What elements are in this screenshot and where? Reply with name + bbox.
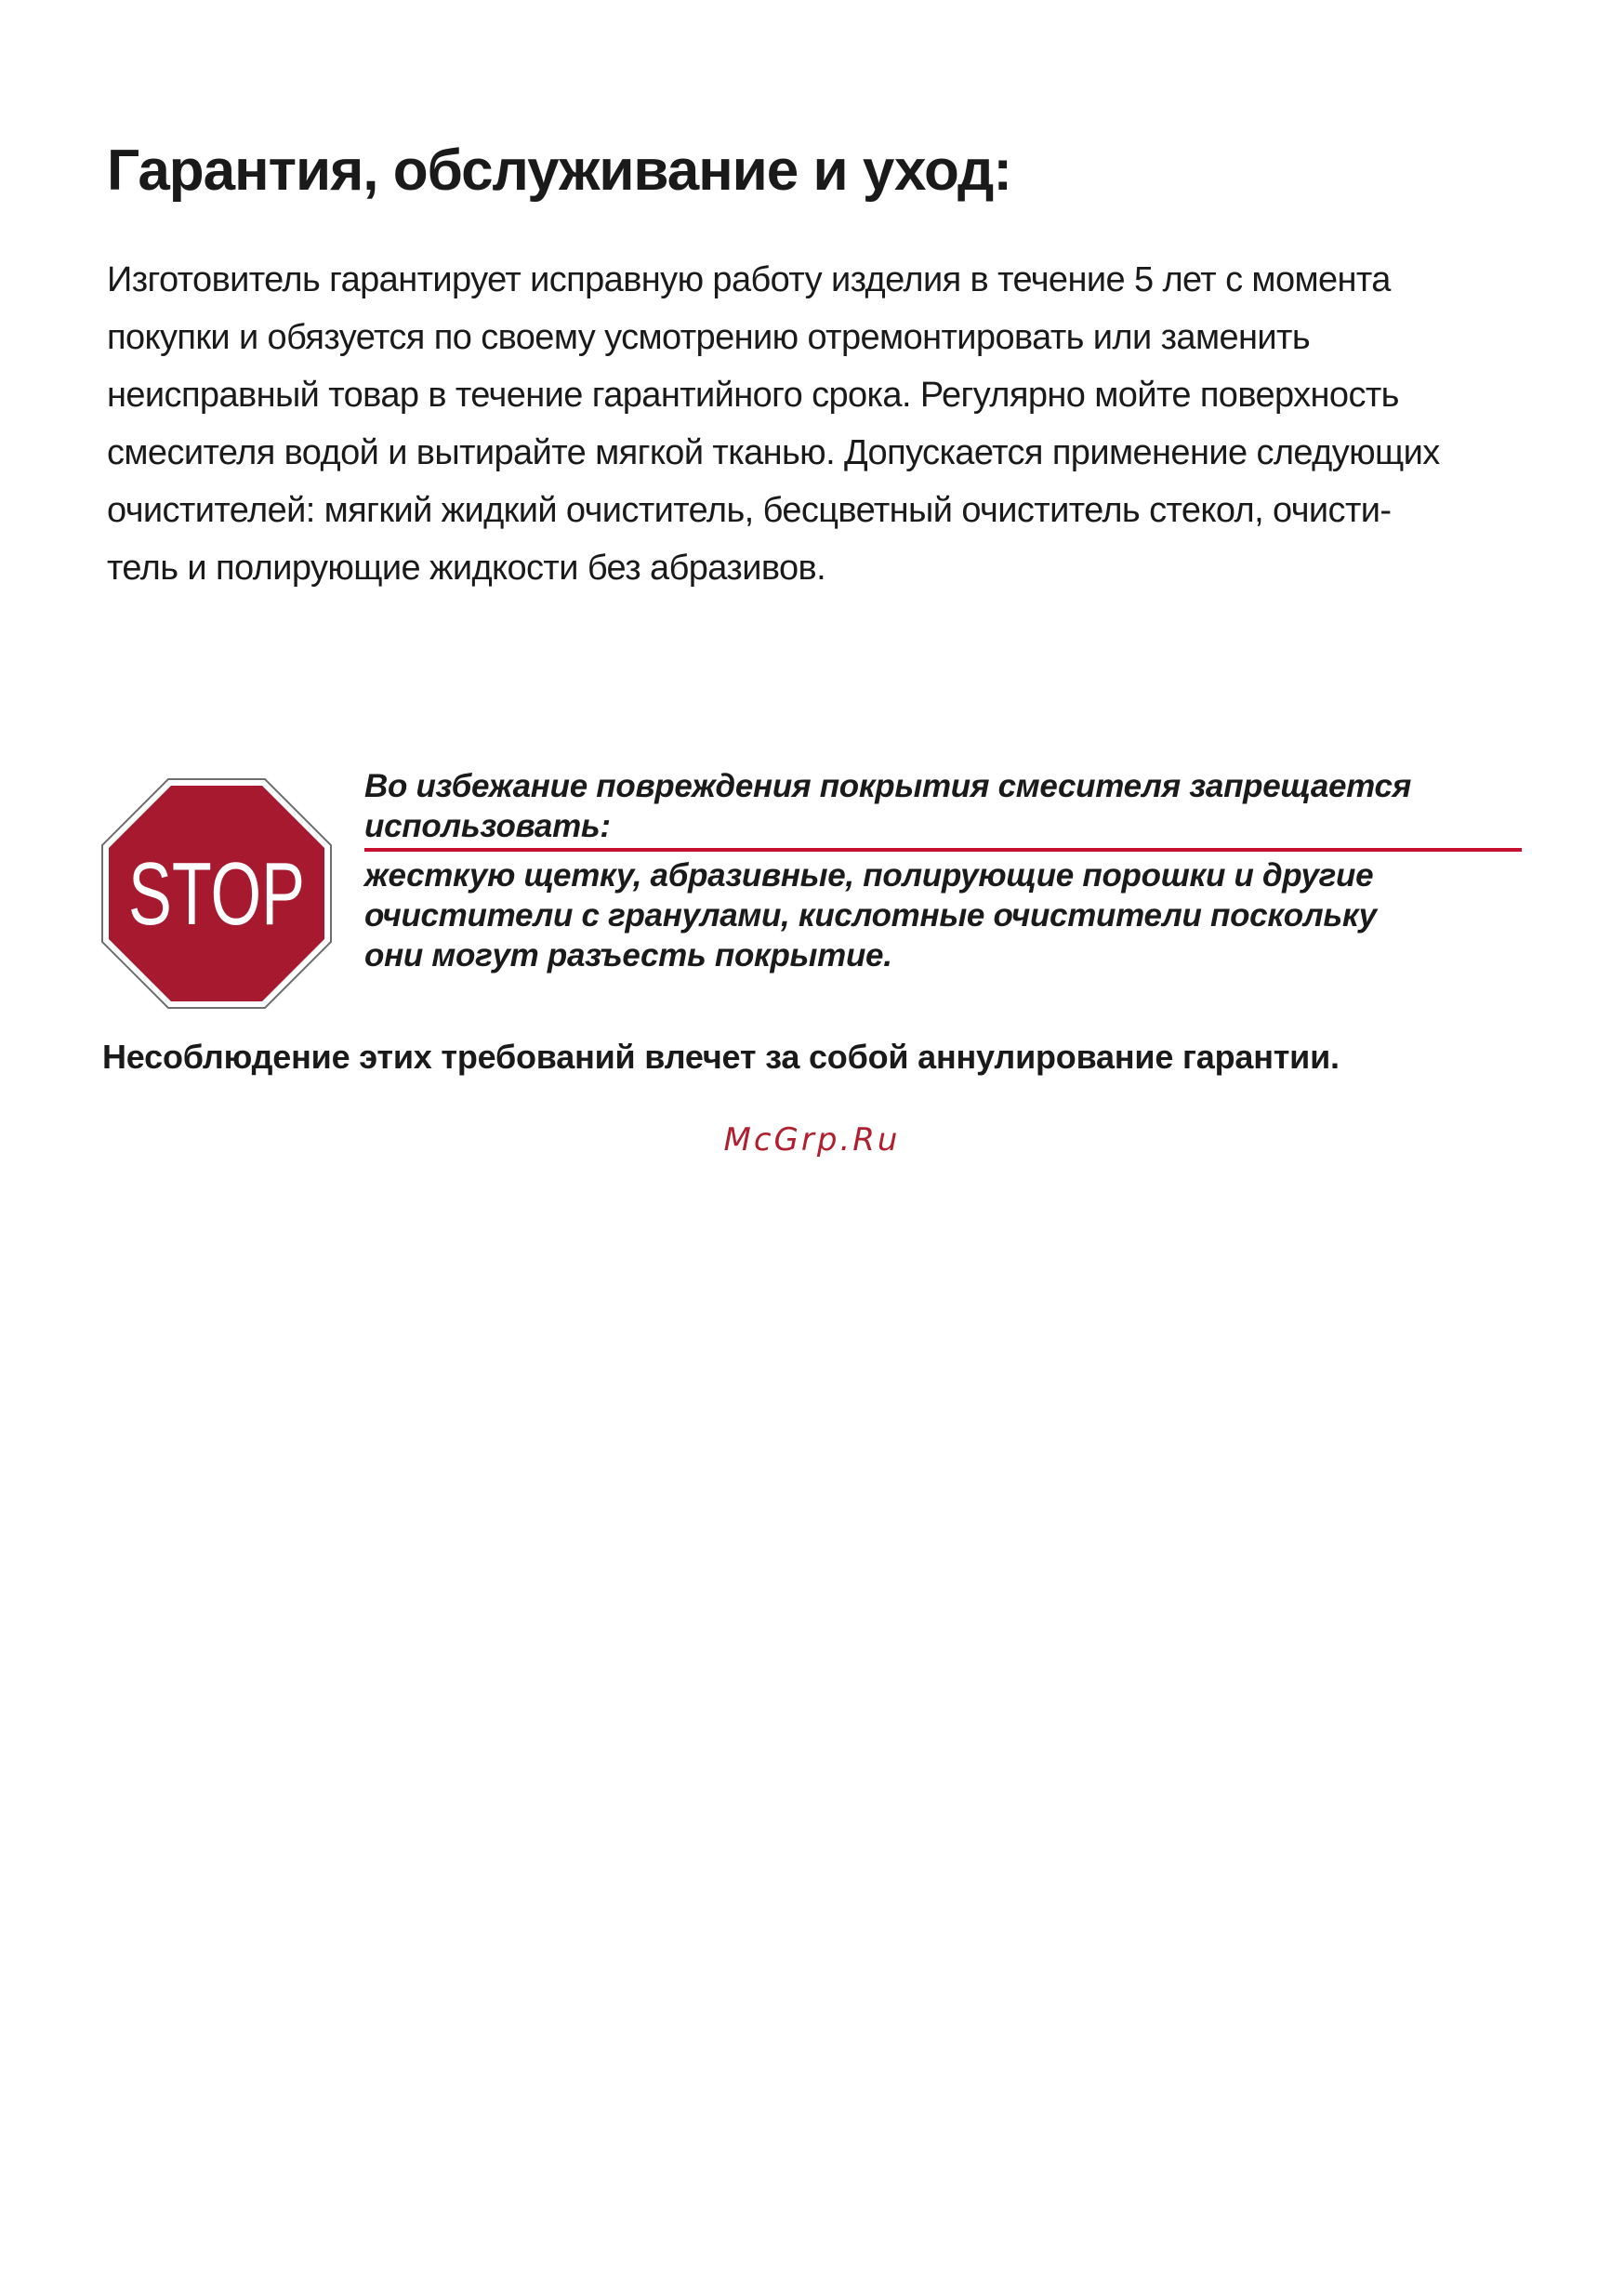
warning-heading-line: Во избежание повреждения покрытия смесителя запрещается	[364, 768, 1412, 804]
intro-line: неисправный товар в течение гарантийного срока. Регулярно мойте поверхность	[107, 376, 1399, 415]
warning-divider	[364, 848, 1522, 852]
intro-line: очистителей: мягкий жидкий очиститель, бесцветный очиститель стекол, очисти-	[107, 491, 1392, 530]
warning-body-line: они могут разъесть покрытие.	[364, 937, 892, 973]
intro-paragraph	[107, 251, 1529, 597]
intro-line: Изготовитель гарантирует исправную работу изделия в течение 5 лет с момента	[107, 260, 1391, 299]
intro-line: покупки и обязуется по своему усмотрению отремонтировать или заменить	[107, 318, 1311, 357]
watermark: McGrp.Ru	[723, 1121, 901, 1159]
stop-sign-icon	[100, 777, 333, 1010]
stop-sign-label: STOP	[128, 844, 305, 944]
intro-line: смесителя водой и вытирайте мягкой тканью. Допускается применение следующих	[107, 433, 1440, 472]
warning-body-line: очистители с гранулами, кислотные очистители поскольку	[364, 897, 1377, 934]
warning-heading-line: использовать:	[364, 808, 611, 844]
page-title: Гарантия, обслуживание и уход:	[107, 139, 1012, 203]
intro-line: тель и полирующие жидкости без абразивов.	[107, 549, 826, 588]
warning-body-line: жесткую щетку, абразивные, полирующие порошки и другие	[364, 857, 1374, 894]
warranty-void-notice: Несоблюдение этих требований влечет за собой аннулирование гарантии.	[102, 1038, 1340, 1076]
warning-block	[364, 766, 1526, 975]
